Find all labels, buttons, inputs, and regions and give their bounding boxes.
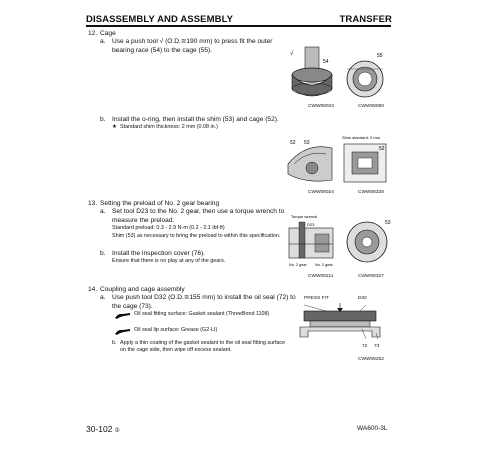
fig-label-cww08328: CWW08328 [358, 190, 384, 195]
fig-a-label-54: 54 [323, 59, 329, 65]
fig-b-label-52b: 52 [379, 146, 385, 152]
fig-label-cww08211: CWW08211 [308, 274, 334, 279]
step-13-number: 13. [88, 200, 98, 207]
step-14a-mark: a. [100, 294, 106, 301]
page-number-text: 30-102 [86, 424, 113, 434]
step-14-title: Coupling and cage assembly [100, 286, 185, 293]
step-14b-mark: b. [112, 340, 117, 346]
model-name: WA600-3L [357, 425, 388, 432]
fig-label-cww08024: CWW08024 [308, 190, 334, 195]
step-14b-text: Apply a thin coating of the gasket sealant to the oil seal fitting surface on the cage side, then wipe off excess sealant. [120, 340, 286, 354]
seal-note-2: Oil seal lip surface: Grease (G2-LI) [134, 327, 218, 333]
fig-a-label-55: 55 [377, 53, 383, 59]
fig-d-label-73: 73 [374, 344, 380, 349]
figure-preload [285, 212, 395, 274]
step-12-number: 12. [88, 30, 98, 37]
fig-label-cww08080: CWW08080 [358, 104, 384, 109]
fig-d-d32-label: D32 [358, 296, 367, 301]
figure-shim-cage [286, 134, 394, 188]
step-12b-note: Standard shim thickness: 2 mm (0.08 in.) [120, 124, 218, 130]
page-number [86, 424, 120, 434]
grease-icon [114, 327, 132, 336]
fig-d-label-72: 72 [362, 344, 368, 349]
fig-d-press-fit-label: PRESS FIT [304, 296, 329, 301]
fig-b-shim-note: Shim standard: 2 mm [342, 135, 381, 140]
step-13b-text: Install the inspection cover (76). [112, 250, 206, 257]
step-13-title: Setting the preload of No. 2 gear bearing [100, 200, 220, 207]
sealant-icon [114, 311, 132, 320]
fig-c-label-53: 53 [385, 220, 391, 226]
figure-oil-seal-press [296, 303, 392, 343]
step-12b-note-mark: ★ [112, 124, 117, 130]
step-12-title: Cage [100, 30, 116, 37]
header-rule [86, 25, 391, 27]
fig-b-label-53: 53 [304, 140, 310, 146]
step-12b-mark: b. [100, 116, 106, 123]
step-13b-mark: b. [100, 250, 106, 257]
step-14-number: 14. [88, 286, 98, 293]
fig-label-cww08327: CWW08327 [358, 274, 384, 279]
fig-label-cww08023: CWW08023 [308, 104, 334, 109]
fig-c-d23-label: D23 [307, 222, 315, 227]
step-13a-text: Set tool D23 to the No. 2 gear, then use a torque wrench to measure the preload. [112, 208, 285, 224]
step-13a-note-2: Shim (53) as necessary to bring the preload to within this specification. [112, 233, 281, 239]
figure-bearing-press [285, 45, 395, 107]
fig-c-gear-label-1: No. 2 gear [289, 263, 307, 267]
chapter-title: TRANSFER [339, 14, 392, 25]
fig-b-label-52: 52 [290, 140, 296, 146]
fig-c-torque-label: Torque wrench [291, 214, 318, 219]
step-12a-mark: a. [100, 38, 106, 45]
step-13a-note-1: Standard preload: 0.3 - 2.9 N·m (0.2 - 2.1 lbf·ft) [112, 225, 225, 231]
fig-c-gear-label-2: No. 2 gear [315, 263, 333, 267]
fig-a-tool-label: √ [290, 51, 294, 57]
step-14a-text: Use push tool D32 (O.D.≅155 mm) to install the oil seal (72) to the cage (73). [112, 294, 296, 310]
seal-note-1: Oil seal fitting surface: Gasket sealant (ThreeBond 1108) [134, 311, 270, 317]
section-title: DISASSEMBLY AND ASSEMBLY [86, 14, 234, 25]
fig-label-cww08252: CWW08252 [358, 357, 384, 362]
step-13a-mark: a. [100, 208, 106, 215]
step-13b-note: Ensure that there is no play at any of the gears. [112, 258, 226, 264]
step-12b-text: Install the o-ring, then install the shim (53) and cage (52). [112, 116, 279, 123]
step-12a-text: Use a push tool √ (O.D.≅190 mm) to press fit the outer bearing race (54) to the cage (55). [112, 38, 273, 54]
page-revision-mark: ② [114, 428, 120, 434]
